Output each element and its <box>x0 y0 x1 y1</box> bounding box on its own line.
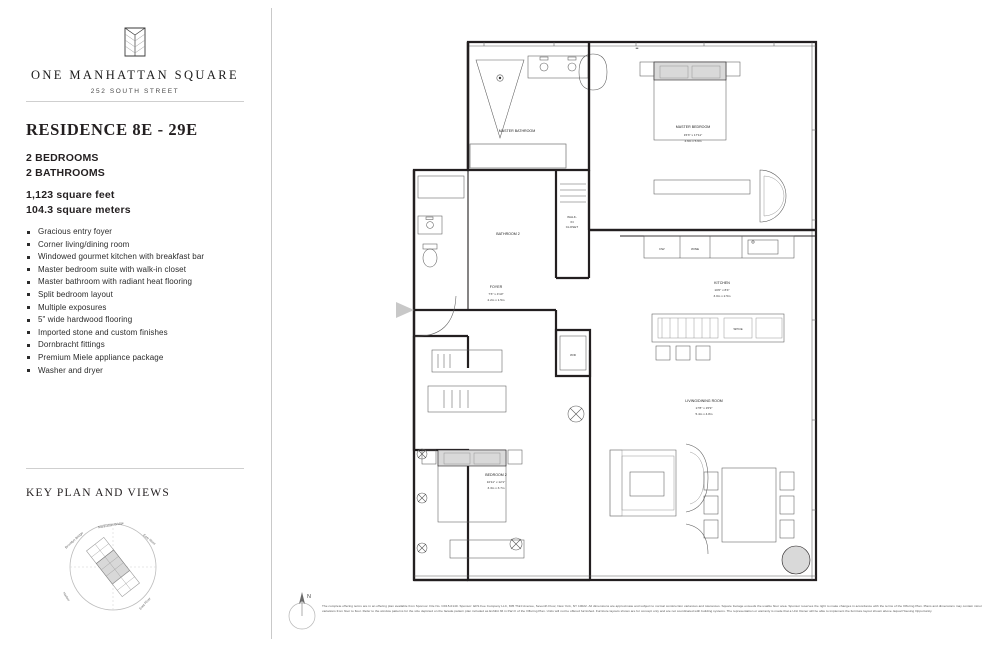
info-panel <box>0 0 272 647</box>
list-item: Dornbracht fittings <box>26 339 256 352</box>
list-item: Master bedroom suite with walk-in closet <box>26 264 256 277</box>
room-dim-kitchen-ft: 10'0" x 8'4" <box>714 288 730 292</box>
appliance-label-dishwasher: WINE <box>690 247 700 251</box>
compass-label: N <box>307 594 311 600</box>
keyplan-label: Brooklyn Bridge <box>64 530 85 550</box>
room-label-living-dining: LIVING/DINING ROOM <box>685 399 723 403</box>
room-label-walkin-3: CLOSET <box>565 225 579 229</box>
room-label-master-bedroom: MASTER BEDROOM <box>675 125 711 129</box>
room-label-walkin-1: WALK- <box>567 215 577 219</box>
keyplan-label: Manhattan Bridge <box>97 520 125 530</box>
room-label-foyer: FOYER <box>489 285 503 289</box>
legal-disclaimer: The complete offering terms are in an offering plan available from Sponsor. File No. CD15-0140. Sponsor: EFS Fee Company LLC, 805 Third Avenue, Seventh Floor, New York, NY 10022. All dimensions are approximate and subject to normal construction variances and tolerances. Square footage exceeds the usable floor area. Sponsor reserves the right to make changes in accordance with the terms of the Offering Plan. Plans and dimensions may contain minor variations from floor to floor. Refer to the window patterns for the size depicted on the facade pattern plan included as Exhibit 36 in Part II of the Offering Plan. Units will not be offered furnished. Furniture layouts shown are for concept only and are not coordinated with building systems. The representation or warranty is made that a Unit Owner will be able to implement the furniture layout shown above. Equal Housing Opportunity. <box>322 604 982 613</box>
brand-name: ONE MANHATTAN SQUARE <box>30 68 240 82</box>
floorplan-drawing <box>284 20 984 600</box>
room-label-master-bathroom: MASTER BATHROOM <box>498 129 536 133</box>
room-label-kitchen: KITCHEN <box>714 281 730 285</box>
keyplan-title: KEY PLAN AND VIEWS <box>26 487 170 499</box>
room-dim-bedroom-2-ft: 10'11" x 12'1" <box>486 480 506 484</box>
brand-logo-block <box>26 26 244 95</box>
room-dim-living-dining-ft: 17'8" x 15'9" <box>695 406 713 410</box>
room-dim-foyer-ft: 7'3" x 4'10" <box>488 292 504 296</box>
features-list <box>26 226 256 377</box>
list-item: Master bathroom with radiant heat flooring <box>26 276 256 289</box>
keyplan-label: East River <box>138 596 152 611</box>
room-dim-foyer-m: 2.2m x 1.5m <box>487 298 505 302</box>
room-dim-master-bedroom-m: 4.6m x 5.6m <box>684 139 702 143</box>
room-label-washer-dryer: W/D <box>569 353 577 357</box>
appliance-label-wine: SPICE <box>733 327 743 331</box>
room-dim-living-dining-m: 5.4m x 4.8m <box>695 412 713 416</box>
appliance-label-refrigerator: DW <box>659 247 665 251</box>
room-dim-kitchen-m: 3.0m x 2.5m <box>713 294 731 298</box>
page-title: RESIDENCE 8E - 29E <box>26 120 198 139</box>
list-item: Windowed gourmet kitchen with breakfast bar <box>26 251 256 264</box>
panel-divider <box>271 8 272 639</box>
area-square-meters: 104.3 square meters <box>26 204 131 216</box>
room-label-bedroom-2: BEDROOM 2 <box>485 473 507 477</box>
key-plan-diagram <box>50 512 176 622</box>
divider-bottom <box>26 468 244 469</box>
list-item: Imported stone and custom finishes <box>26 327 256 340</box>
list-item: Washer and dryer <box>26 365 256 378</box>
list-item: Gracious entry foyer <box>26 226 256 239</box>
room-dim-master-bedroom-ft: 15'3" x 17'11" <box>683 133 703 137</box>
list-item: Premium Miele appliance package <box>26 352 256 365</box>
list-item: Split bedroom layout <box>26 289 256 302</box>
bathrooms-count: 2 BATHROOMS <box>26 167 106 179</box>
list-item: Corner living/dining room <box>26 239 256 252</box>
list-item: Multiple exposures <box>26 302 256 315</box>
room-dim-bedroom-2-m: 3.3m x 3.7m <box>487 486 505 490</box>
keyplan-label: East River <box>142 533 157 546</box>
room-label-walkin-2: IN <box>570 220 574 224</box>
brand-address: 252 SOUTH STREET <box>90 88 180 95</box>
divider-top <box>26 101 244 102</box>
building-mark-icon <box>122 26 148 58</box>
area-square-feet: 1,123 square feet <box>26 189 115 201</box>
bedrooms-count: 2 BEDROOMS <box>26 152 99 164</box>
room-label-bathroom-2: BATHROOM 2 <box>496 232 520 236</box>
keyplan-label: Harbor <box>61 591 71 602</box>
list-item: 5" wide hardwood flooring <box>26 314 256 327</box>
